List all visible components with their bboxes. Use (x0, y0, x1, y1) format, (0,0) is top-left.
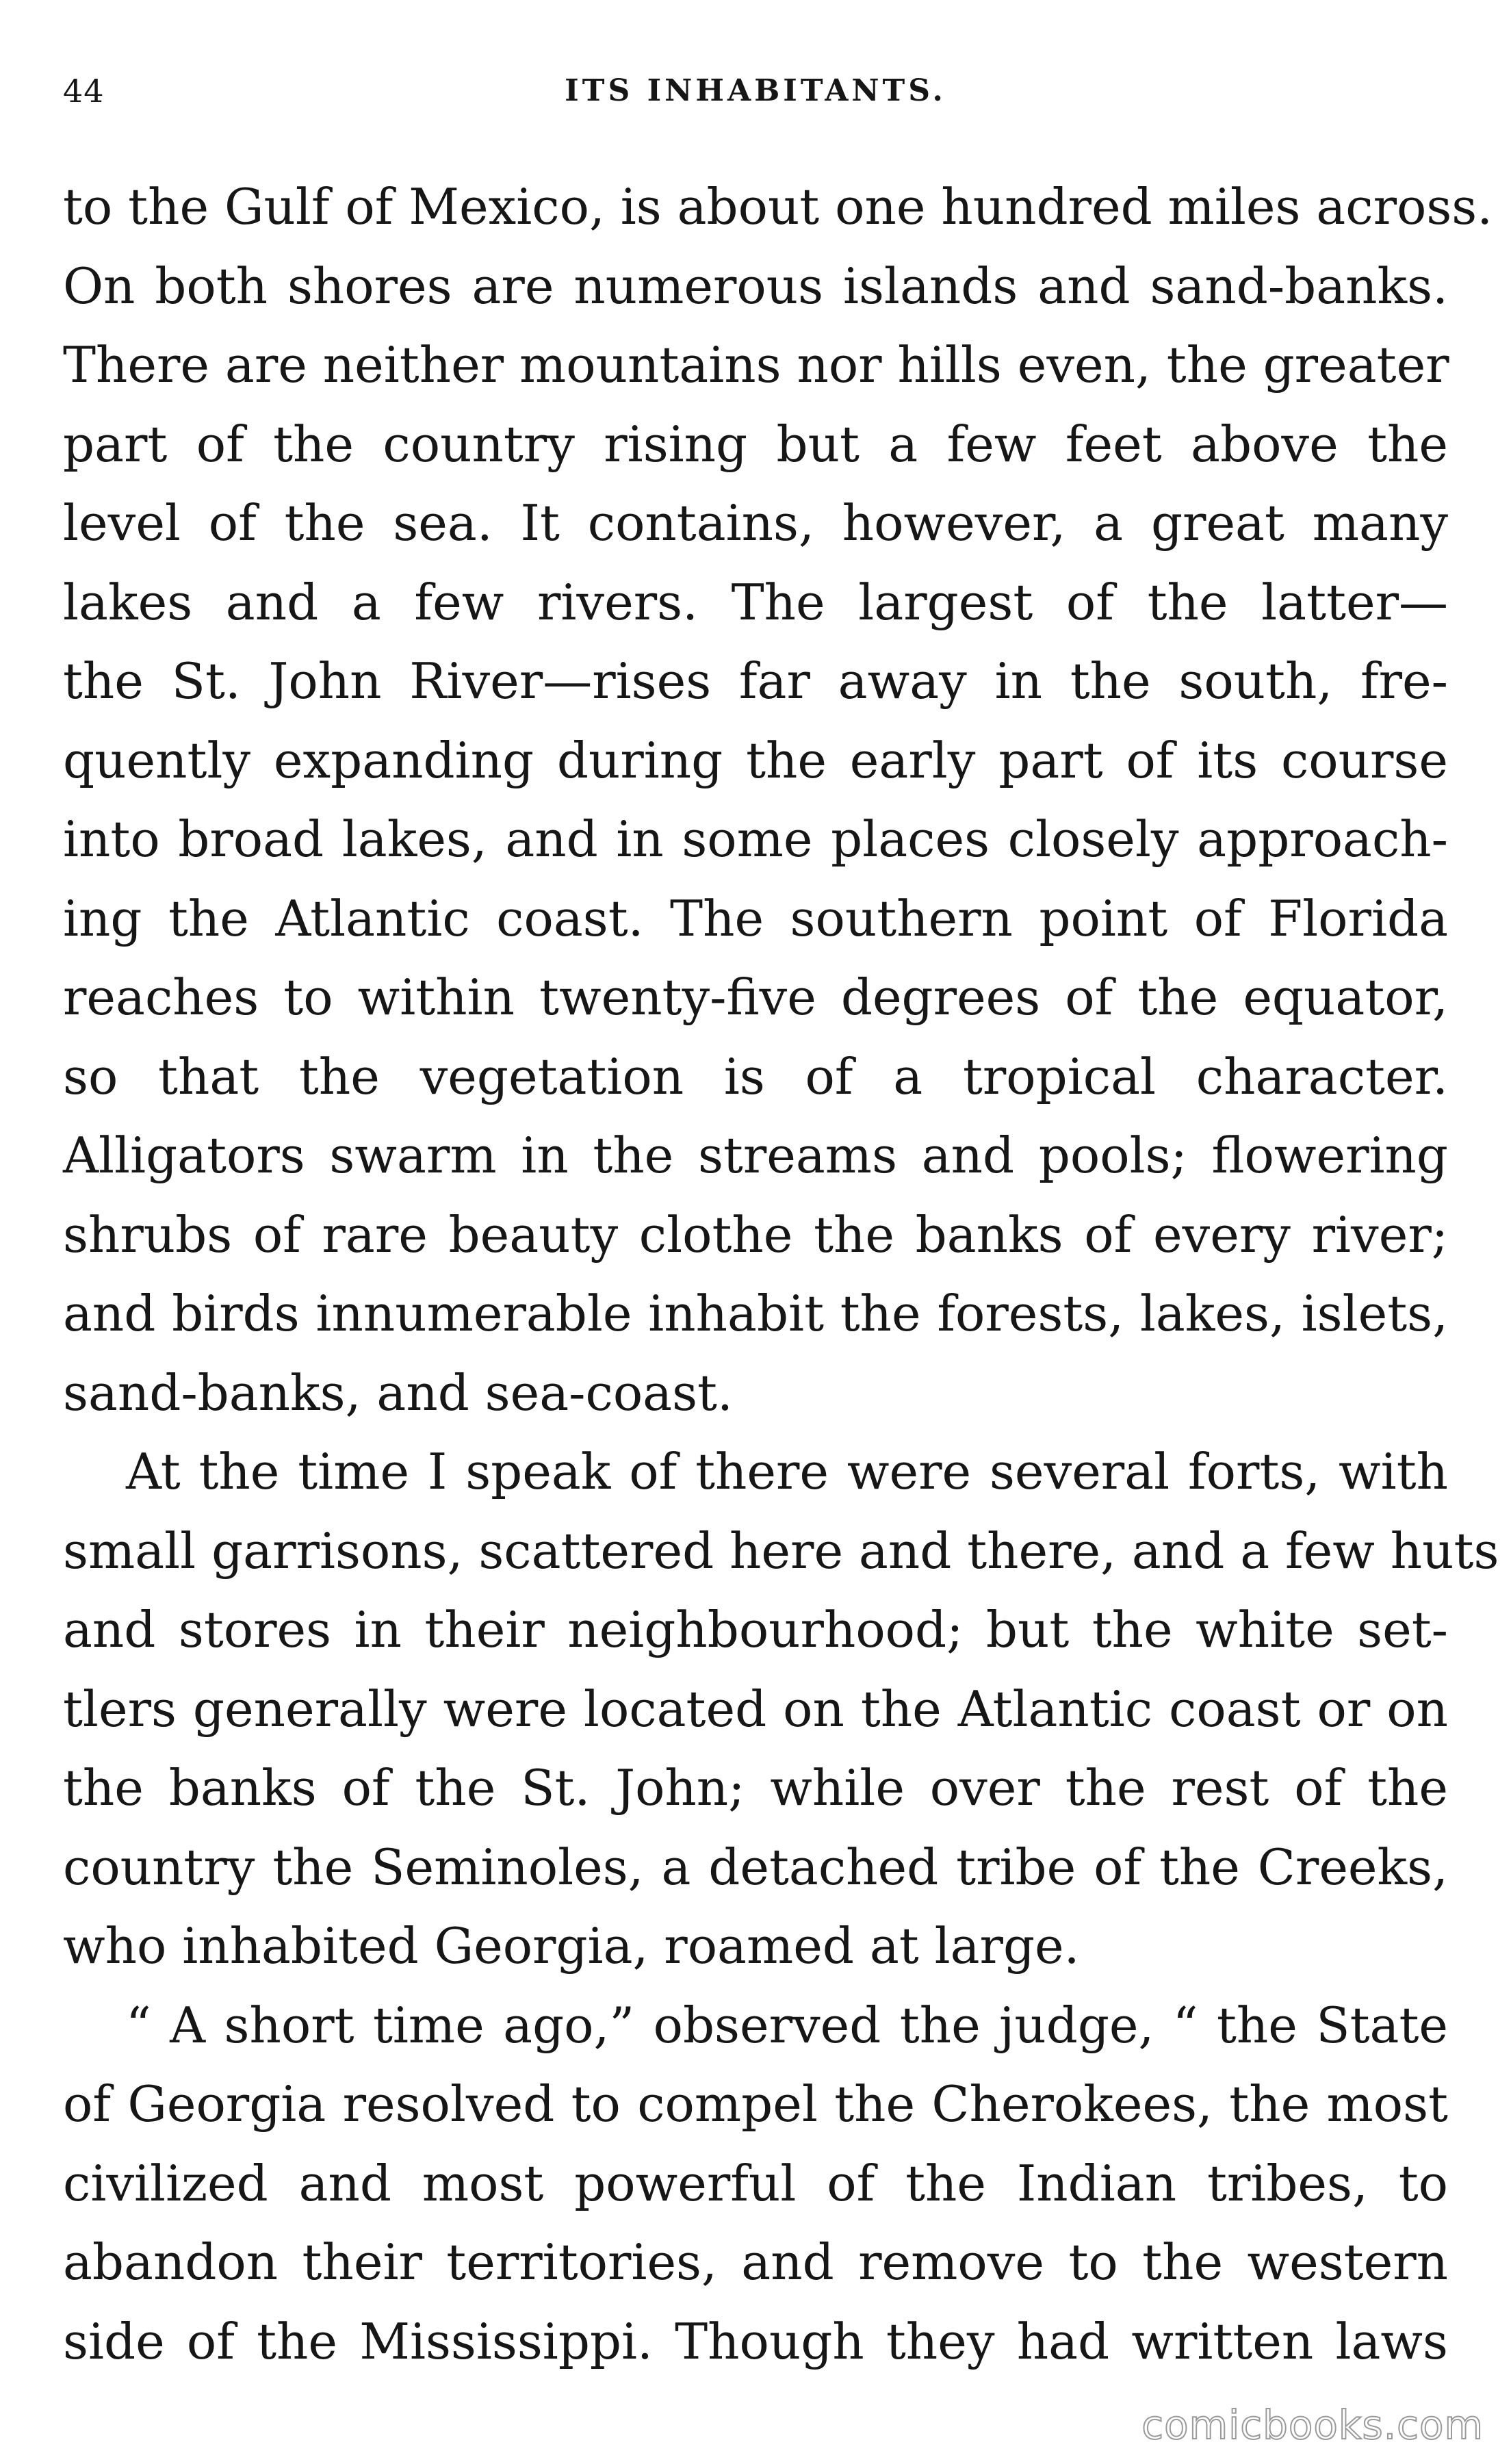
text-line: part of the country rising but a few feet above the (63, 415, 1448, 473)
text-line: shrubs of rare beauty clothe the banks of every river; (63, 1205, 1448, 1263)
running-head: ITS INHABITANTS. (565, 73, 946, 108)
text-line: and stores in their neighbourhood; but the white set- (63, 1601, 1448, 1658)
text-line: civilized and most powerful of the Indian tribes, to (63, 2154, 1448, 2212)
text-line: the St. John River—rises far away in the south, fre- (63, 652, 1448, 710)
text-line: country the Seminoles, a detached tribe of the Creeks, (63, 1838, 1448, 1896)
text-line: sand-banks, and sea-coast. (63, 1363, 733, 1422)
text-line: who inhabited Georgia, roamed at large. (63, 1917, 1080, 1975)
text-line: so that the vegetation is of a tropical character. (63, 1047, 1448, 1105)
text-line: small garrisons, scattered here and there, and a few huts (63, 1522, 1499, 1580)
page-header (63, 67, 1448, 115)
text-line: quently expanding during the early part of its course (63, 731, 1448, 789)
text-line: into broad lakes, and in some places closely approach- (63, 810, 1448, 868)
text-line: of Georgia resolved to compel the Cherokees, the most (63, 2075, 1448, 2133)
text-line: side of the Mississippi. Though they had written laws (63, 2312, 1448, 2370)
text-line: Alligators swarm in the streams and pools; flowering (63, 1127, 1448, 1184)
text-line: to the Gulf of Mexico, is about one hundred miles across. (63, 178, 1493, 235)
text-line: “ A short time ago,” observed the judge, “ the State (126, 1996, 1448, 2054)
text-line: the banks of the St. John; while over the rest of the (63, 1759, 1448, 1817)
text-line: ing the Atlantic coast. The southern point of Florida (63, 889, 1448, 947)
text-line: tlers generally were located on the Atlantic coast or on (63, 1680, 1448, 1738)
text-line: There are neither mountains nor hills even, the greater (63, 336, 1449, 394)
text-line: abandon their territories, and remove to the western (63, 2233, 1448, 2291)
text-line: At the time I speak of there were several forts, with (126, 1443, 1448, 1500)
body-text (63, 168, 1499, 2381)
page-number: 44 (63, 73, 105, 110)
watermark: comicbooks.com (1141, 2402, 1484, 2448)
text-line: lakes and a few rivers. The largest of the latter— (63, 573, 1448, 631)
text-line: On both shores are numerous islands and sand-banks. (63, 257, 1448, 315)
text-line: level of the sea. It contains, however, a great many (63, 494, 1448, 552)
text-line: and birds innumerable inhabit the forests, lakes, islets, (63, 1285, 1448, 1342)
text-line: reaches to within twenty-five degrees of the equator, (63, 968, 1448, 1026)
